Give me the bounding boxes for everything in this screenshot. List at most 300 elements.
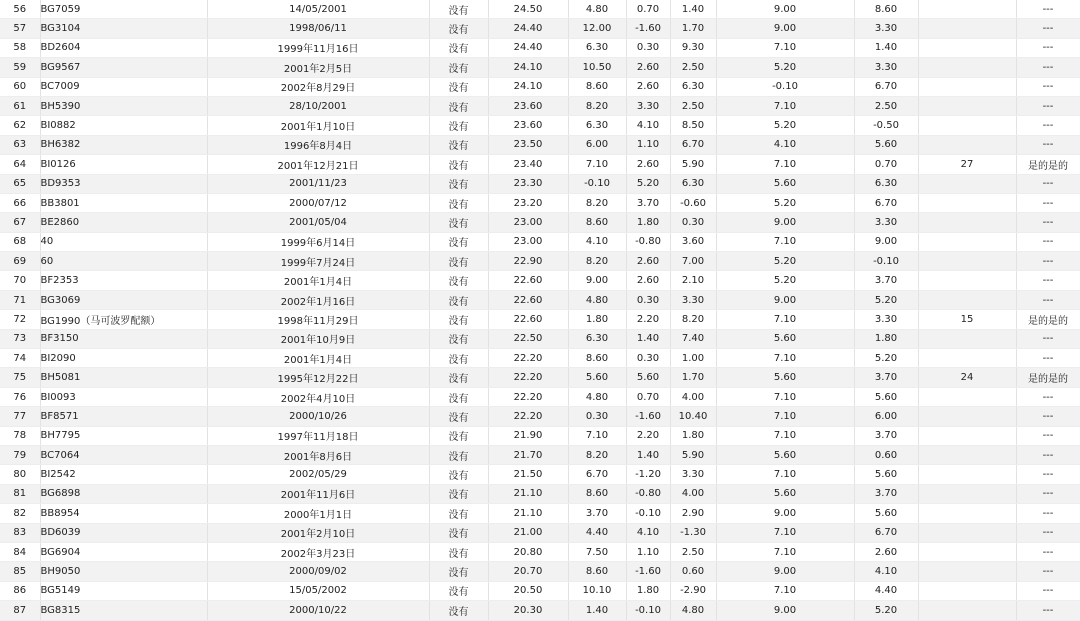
badge-cell [918,465,1016,484]
flag-cell: 没有 [429,77,488,96]
flag-cell: 没有 [429,426,488,445]
table-row[interactable] [0,407,1080,426]
badge-cell [918,601,1016,620]
code-cell: BB3801 [40,193,207,212]
rank-cell: 71 [0,290,40,309]
rank-cell: 69 [0,252,40,271]
value-cell-6: 5.60 [854,504,918,523]
code-cell: BG5149 [40,581,207,600]
flag-cell: 没有 [429,523,488,542]
value-cell-3: 3.30 [626,96,670,115]
value-cell-2: 6.00 [568,135,626,154]
note-cell: --- [1016,0,1080,19]
flag-cell: 没有 [429,116,488,135]
value-cell-4: 0.30 [670,213,716,232]
value-cell-5: 5.20 [716,116,854,135]
table-row[interactable] [0,38,1080,57]
flag-cell: 没有 [429,213,488,232]
table-row[interactable] [0,445,1080,464]
value-cell-1: 23.20 [488,193,568,212]
value-cell-1: 23.60 [488,116,568,135]
code-cell: BF3150 [40,329,207,348]
value-cell-6: 5.60 [854,135,918,154]
code-cell: BG1990（马可波罗配额） [40,310,207,329]
value-cell-1: 23.40 [488,155,568,174]
value-cell-2: 4.80 [568,387,626,406]
note-cell: 是的是的 [1016,310,1080,329]
value-cell-6: 5.20 [854,290,918,309]
value-cell-5: 9.00 [716,19,854,38]
rank-cell: 59 [0,58,40,77]
table-row[interactable] [0,96,1080,115]
table-row[interactable] [0,19,1080,38]
date-cell: 2001年8月6日 [207,445,429,464]
note-cell: --- [1016,135,1080,154]
value-cell-1: 20.80 [488,542,568,561]
value-cell-1: 21.10 [488,504,568,523]
note-cell: --- [1016,329,1080,348]
value-cell-4: -2.90 [670,581,716,600]
date-cell: 2002年4月10日 [207,387,429,406]
note-cell: --- [1016,426,1080,445]
value-cell-3: 5.20 [626,174,670,193]
flag-cell: 没有 [429,58,488,77]
note-cell: --- [1016,213,1080,232]
rank-cell: 78 [0,426,40,445]
rank-cell: 87 [0,601,40,620]
code-cell: BG7059 [40,0,207,19]
value-cell-2: 8.60 [568,484,626,503]
code-cell: BI0126 [40,155,207,174]
value-cell-5: 7.10 [716,426,854,445]
badge-cell [918,445,1016,464]
badge-cell [918,77,1016,96]
value-cell-4: 6.70 [670,135,716,154]
value-cell-2: 7.10 [568,155,626,174]
value-cell-5: 7.10 [716,523,854,542]
badge-cell [918,290,1016,309]
value-cell-6: 0.60 [854,445,918,464]
rank-cell: 68 [0,232,40,251]
badge-cell: 24 [918,368,1016,387]
code-cell: BC7009 [40,77,207,96]
value-cell-5: 7.10 [716,581,854,600]
value-cell-1: 24.10 [488,58,568,77]
value-cell-3: 1.10 [626,542,670,561]
badge-cell [918,193,1016,212]
badge-cell [918,58,1016,77]
date-cell: 2001年2月10日 [207,523,429,542]
value-cell-4: 3.30 [670,465,716,484]
date-cell: 2002/05/29 [207,465,429,484]
flag-cell: 没有 [429,465,488,484]
code-cell: BF8571 [40,407,207,426]
value-cell-1: 20.70 [488,562,568,581]
badge-cell [918,484,1016,503]
value-cell-5: 9.00 [716,601,854,620]
value-cell-4: 4.00 [670,484,716,503]
flag-cell: 没有 [429,562,488,581]
code-cell: BI0093 [40,387,207,406]
note-cell: --- [1016,271,1080,290]
flag-cell: 没有 [429,38,488,57]
value-cell-6: 5.20 [854,349,918,368]
flag-cell: 没有 [429,290,488,309]
date-cell: 1999年7月24日 [207,252,429,271]
date-cell: 1999年6月14日 [207,232,429,251]
value-cell-3: 0.30 [626,349,670,368]
value-cell-4: 6.30 [670,174,716,193]
note-cell: --- [1016,38,1080,57]
value-cell-4: 8.50 [670,116,716,135]
value-cell-4: 1.70 [670,19,716,38]
table-row[interactable] [0,601,1080,620]
code-cell: BH5081 [40,368,207,387]
value-cell-4: 2.50 [670,58,716,77]
code-cell: BG3069 [40,290,207,309]
table-row[interactable] [0,349,1080,368]
table-row[interactable] [0,252,1080,271]
table-row[interactable] [0,562,1080,581]
code-cell: BH5390 [40,96,207,115]
value-cell-1: 24.40 [488,19,568,38]
note-cell: --- [1016,445,1080,464]
value-cell-5: 7.10 [716,96,854,115]
value-cell-4: 3.60 [670,232,716,251]
value-cell-6: 5.60 [854,465,918,484]
date-cell: 2000年1月1日 [207,504,429,523]
date-cell: 2001/11/23 [207,174,429,193]
table-row[interactable] [0,135,1080,154]
flag-cell: 没有 [429,445,488,464]
code-cell: BG9567 [40,58,207,77]
flag-cell: 没有 [429,407,488,426]
flag-cell: 没有 [429,581,488,600]
value-cell-5: 7.10 [716,310,854,329]
value-cell-1: 22.20 [488,387,568,406]
table-row[interactable] [0,77,1080,96]
table-row[interactable] [0,116,1080,135]
value-cell-1: 23.30 [488,174,568,193]
code-cell: BI2542 [40,465,207,484]
value-cell-3: 1.10 [626,135,670,154]
value-cell-5: 7.10 [716,349,854,368]
value-cell-4: 5.90 [670,445,716,464]
value-cell-6: 3.70 [854,368,918,387]
value-cell-4: 4.00 [670,387,716,406]
value-cell-2: 8.20 [568,252,626,271]
rank-cell: 67 [0,213,40,232]
value-cell-2: 0.30 [568,407,626,426]
date-cell: 2000/10/26 [207,407,429,426]
date-cell: 2001年2月5日 [207,58,429,77]
value-cell-2: 4.40 [568,523,626,542]
value-cell-4: 2.50 [670,542,716,561]
note-cell: --- [1016,581,1080,600]
table-row[interactable] [0,387,1080,406]
table-row[interactable] [0,155,1080,174]
value-cell-2: 1.80 [568,310,626,329]
table-row[interactable] [0,58,1080,77]
note-cell: 是的是的 [1016,155,1080,174]
value-cell-3: 5.60 [626,368,670,387]
value-cell-3: 0.30 [626,38,670,57]
value-cell-6: 3.30 [854,310,918,329]
value-cell-3: 0.70 [626,387,670,406]
badge-cell [918,0,1016,19]
value-cell-4: -0.60 [670,193,716,212]
value-cell-3: 2.60 [626,155,670,174]
rank-cell: 61 [0,96,40,115]
note-cell: --- [1016,484,1080,503]
table-row[interactable] [0,271,1080,290]
value-cell-6: 3.70 [854,426,918,445]
value-cell-6: 5.20 [854,601,918,620]
value-cell-3: 2.60 [626,77,670,96]
flag-cell: 没有 [429,387,488,406]
value-cell-5: 7.10 [716,542,854,561]
value-cell-5: -0.10 [716,77,854,96]
value-cell-3: -1.60 [626,562,670,581]
note-cell: --- [1016,542,1080,561]
value-cell-1: 21.50 [488,465,568,484]
value-cell-5: 5.20 [716,58,854,77]
value-cell-6: 9.00 [854,232,918,251]
rank-cell: 56 [0,0,40,19]
flag-cell: 没有 [429,96,488,115]
date-cell: 1995年12月22日 [207,368,429,387]
table-row[interactable] [0,368,1080,387]
flag-cell: 没有 [429,232,488,251]
note-cell: --- [1016,174,1080,193]
rank-cell: 75 [0,368,40,387]
table-row[interactable] [0,465,1080,484]
rank-cell: 83 [0,523,40,542]
flag-cell: 没有 [429,329,488,348]
value-cell-3: -0.80 [626,232,670,251]
badge-cell [918,329,1016,348]
value-cell-5: 9.00 [716,562,854,581]
value-cell-4: 8.20 [670,310,716,329]
flag-cell: 没有 [429,155,488,174]
table-row[interactable] [0,426,1080,445]
value-cell-6: 3.70 [854,271,918,290]
date-cell: 2002年8月29日 [207,77,429,96]
rank-cell: 73 [0,329,40,348]
note-cell: 是的是的 [1016,368,1080,387]
value-cell-1: 23.60 [488,96,568,115]
code-cell: BH6382 [40,135,207,154]
rank-cell: 76 [0,387,40,406]
date-cell: 1996年8月4日 [207,135,429,154]
table-row[interactable] [0,523,1080,542]
date-cell: 2002年1月16日 [207,290,429,309]
date-cell: 28/10/2001 [207,96,429,115]
note-cell: --- [1016,58,1080,77]
value-cell-2: 12.00 [568,19,626,38]
value-cell-4: 1.70 [670,368,716,387]
value-cell-1: 22.20 [488,349,568,368]
value-cell-3: 2.60 [626,271,670,290]
code-cell: BE2860 [40,213,207,232]
table-row[interactable] [0,310,1080,329]
rank-cell: 58 [0,38,40,57]
value-cell-1: 21.70 [488,445,568,464]
value-cell-1: 20.50 [488,581,568,600]
date-cell: 2000/10/22 [207,601,429,620]
value-cell-3: 2.20 [626,310,670,329]
value-cell-5: 5.60 [716,484,854,503]
note-cell: --- [1016,193,1080,212]
table-row[interactable] [0,504,1080,523]
code-cell: BC7064 [40,445,207,464]
value-cell-4: 1.40 [670,0,716,19]
badge-cell [918,387,1016,406]
code-cell: BD2604 [40,38,207,57]
date-cell: 2001年1月4日 [207,349,429,368]
flag-cell: 没有 [429,193,488,212]
badge-cell [918,213,1016,232]
date-cell: 2001/05/04 [207,213,429,232]
value-cell-5: 4.10 [716,135,854,154]
badge-cell [918,271,1016,290]
note-cell: --- [1016,116,1080,135]
date-cell: 2000/07/12 [207,193,429,212]
value-cell-1: 22.20 [488,368,568,387]
value-cell-6: 4.10 [854,562,918,581]
value-cell-1: 21.00 [488,523,568,542]
rank-cell: 63 [0,135,40,154]
table-row[interactable] [0,174,1080,193]
rank-cell: 64 [0,155,40,174]
value-cell-2: 8.20 [568,96,626,115]
value-cell-6: 2.60 [854,542,918,561]
badge-cell [918,38,1016,57]
rank-cell: 82 [0,504,40,523]
table-row[interactable] [0,542,1080,561]
value-cell-3: 2.60 [626,58,670,77]
value-cell-2: 6.70 [568,465,626,484]
value-cell-6: 2.50 [854,96,918,115]
value-cell-4: 0.60 [670,562,716,581]
badge-cell: 15 [918,310,1016,329]
code-cell: BH7795 [40,426,207,445]
badge-cell [918,426,1016,445]
value-cell-3: 4.10 [626,523,670,542]
rank-cell: 66 [0,193,40,212]
table-row[interactable] [0,213,1080,232]
flag-cell: 没有 [429,271,488,290]
value-cell-5: 9.00 [716,213,854,232]
value-cell-2: 8.60 [568,213,626,232]
value-cell-5: 9.00 [716,0,854,19]
table-row[interactable] [0,329,1080,348]
value-cell-3: 1.40 [626,329,670,348]
date-cell: 2001年12月21日 [207,155,429,174]
note-cell: --- [1016,19,1080,38]
value-cell-5: 5.60 [716,174,854,193]
value-cell-3: 1.80 [626,213,670,232]
value-cell-6: -0.10 [854,252,918,271]
value-cell-5: 5.60 [716,445,854,464]
value-cell-4: 1.00 [670,349,716,368]
badge-cell [918,174,1016,193]
date-cell: 2001年10月9日 [207,329,429,348]
table-row[interactable] [0,0,1080,19]
value-cell-4: 7.40 [670,329,716,348]
code-cell: BH9050 [40,562,207,581]
note-cell: --- [1016,290,1080,309]
value-cell-6: 1.80 [854,329,918,348]
value-cell-4: 5.90 [670,155,716,174]
date-cell: 1997年11月18日 [207,426,429,445]
table-row[interactable] [0,193,1080,212]
code-cell: BF2353 [40,271,207,290]
value-cell-3: -1.60 [626,19,670,38]
value-cell-1: 22.50 [488,329,568,348]
date-cell: 2001年1月4日 [207,271,429,290]
value-cell-2: 4.80 [568,290,626,309]
table-row[interactable] [0,290,1080,309]
value-cell-5: 9.00 [716,504,854,523]
value-cell-1: 22.60 [488,310,568,329]
flag-cell: 没有 [429,174,488,193]
flag-cell: 没有 [429,368,488,387]
value-cell-3: 3.70 [626,193,670,212]
code-cell: 60 [40,252,207,271]
note-cell: --- [1016,504,1080,523]
rank-cell: 70 [0,271,40,290]
code-cell: BG6898 [40,484,207,503]
flag-cell: 没有 [429,135,488,154]
value-cell-3: 1.80 [626,581,670,600]
date-cell: 15/05/2002 [207,581,429,600]
value-cell-2: 8.60 [568,77,626,96]
badge-cell [918,349,1016,368]
value-cell-1: 20.30 [488,601,568,620]
rank-cell: 72 [0,310,40,329]
value-cell-5: 7.10 [716,407,854,426]
rank-cell: 57 [0,19,40,38]
value-cell-1: 21.90 [488,426,568,445]
value-cell-1: 22.60 [488,271,568,290]
rank-cell: 86 [0,581,40,600]
value-cell-5: 5.60 [716,329,854,348]
badge-cell: 27 [918,155,1016,174]
value-cell-3: 1.40 [626,445,670,464]
value-cell-3: -0.10 [626,504,670,523]
date-cell: 14/05/2001 [207,0,429,19]
flag-cell: 没有 [429,19,488,38]
value-cell-5: 5.20 [716,193,854,212]
value-cell-4: 2.50 [670,96,716,115]
rank-cell: 84 [0,542,40,561]
note-cell: --- [1016,387,1080,406]
table-row[interactable] [0,232,1080,251]
badge-cell [918,542,1016,561]
code-cell: BD9353 [40,174,207,193]
value-cell-6: 3.30 [854,58,918,77]
note-cell: --- [1016,349,1080,368]
code-cell: 40 [40,232,207,251]
badge-cell [918,407,1016,426]
code-cell: BG8315 [40,601,207,620]
value-cell-4: 1.80 [670,426,716,445]
note-cell: --- [1016,407,1080,426]
badge-cell [918,523,1016,542]
table-row[interactable] [0,484,1080,503]
value-cell-4: 2.10 [670,271,716,290]
